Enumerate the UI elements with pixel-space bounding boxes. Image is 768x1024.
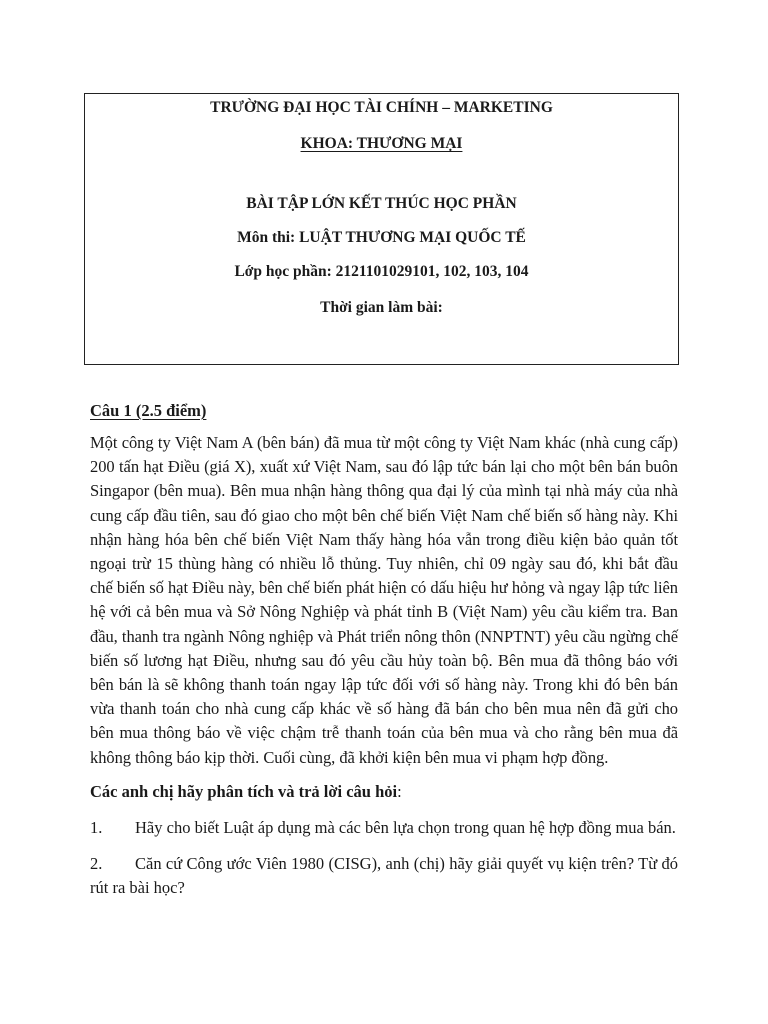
assignment-title: BÀI TẬP LỚN KẾT THÚC HỌC PHẦN <box>246 195 517 212</box>
question-section <box>90 400 678 900</box>
university-name: TRƯỜNG ĐẠI HỌC TÀI CHÍNH – MARKETING <box>210 99 553 116</box>
question-prompt <box>90 780 678 804</box>
item-text: Hãy cho biết Luật áp dụng mà các bên lựa chọn trong quan hệ hợp đồng mua bán. <box>135 817 676 837</box>
question-body: Một công ty Việt Nam A (bên bán) đã mua từ một công ty Việt Nam khác (nhà cung cấp) 200 tấn hạt Điều (giá X), xuất xứ Việt Nam, sau đó lập tức bán lại cho một bên bán buôn Singapor (bên mua). Bên mua nhận hàng thông qua đại lý của mình tại nhà máy của nhà cung cấp đầu tiên, sau đó giao cho một bên chế biến Việt Nam chế biến số hàng này. Khi nhận hàng hóa bên chế biến Việt Nam thấy hàng hóa vẫn trong điều kiện bảo quản tốt ngoại trừ 15 thùng hàng có nhiều lỗ thủng. Tuy nhiên, chỉ 09 ngày sau đó, khi bắt đầu chế biến số hạt Điều này, bên chế biến phát hiện có dấu hiệu hư hỏng và ngay lập tức liên hệ với cả bên mua và Sở Nông Nghiệp và phát tỉnh B (Việt Nam) yêu cầu kiểm tra. Ban đầu, thanh tra ngành Nông nghiệp và Phát triển nông thôn (NNPTNT) yêu cầu ngừng chế biến số lương hạt Điều, nhưng sau đó yêu cầu hủy toàn bộ. Bên mua đã thông báo với bên bán là sẽ không thanh toán ngay lập tức đối với số hàng này. Trong khi đó bên bán vừa thanh toán cho nhà cung cấp khác về số hàng đã bán cho bên mua nên đã gửi cho bên mua thông báo về việc chậm trễ thanh toán của bên mua và cho rằng bên mua đã không thông báo kịp thời. Cuối cùng, đã khởi kiện bên mua vi phạm hợp đồng. <box>90 433 678 767</box>
prompt-text: Các anh chị hãy phân tích và trả lời câu hỏi <box>90 781 398 801</box>
item-text: Căn cứ Công ước Viên 1980 (CISG), anh (chị) hãy giải quyết vụ kiện trên? Từ đó rút ra bài học? <box>90 853 678 897</box>
question-item-2 <box>90 852 678 900</box>
time-label: Thời gian làm bài: <box>320 299 443 316</box>
exam-header-box <box>84 93 679 365</box>
prompt-colon: : <box>397 781 402 801</box>
item-number: 1. <box>90 817 103 837</box>
question-item-1 <box>90 816 678 840</box>
class-code-line: Lớp học phần: 2121101029101, 102, 103, 104 <box>234 263 529 280</box>
item-number: 2. <box>90 853 103 873</box>
question-title: Câu 1 (2.5 điểm) <box>90 401 207 420</box>
subject-line: Môn thi: LUẬT THƯƠNG MẠI QUỐC TẾ <box>237 229 526 246</box>
faculty-name: KHOA: THƯƠNG MẠI <box>300 135 463 152</box>
